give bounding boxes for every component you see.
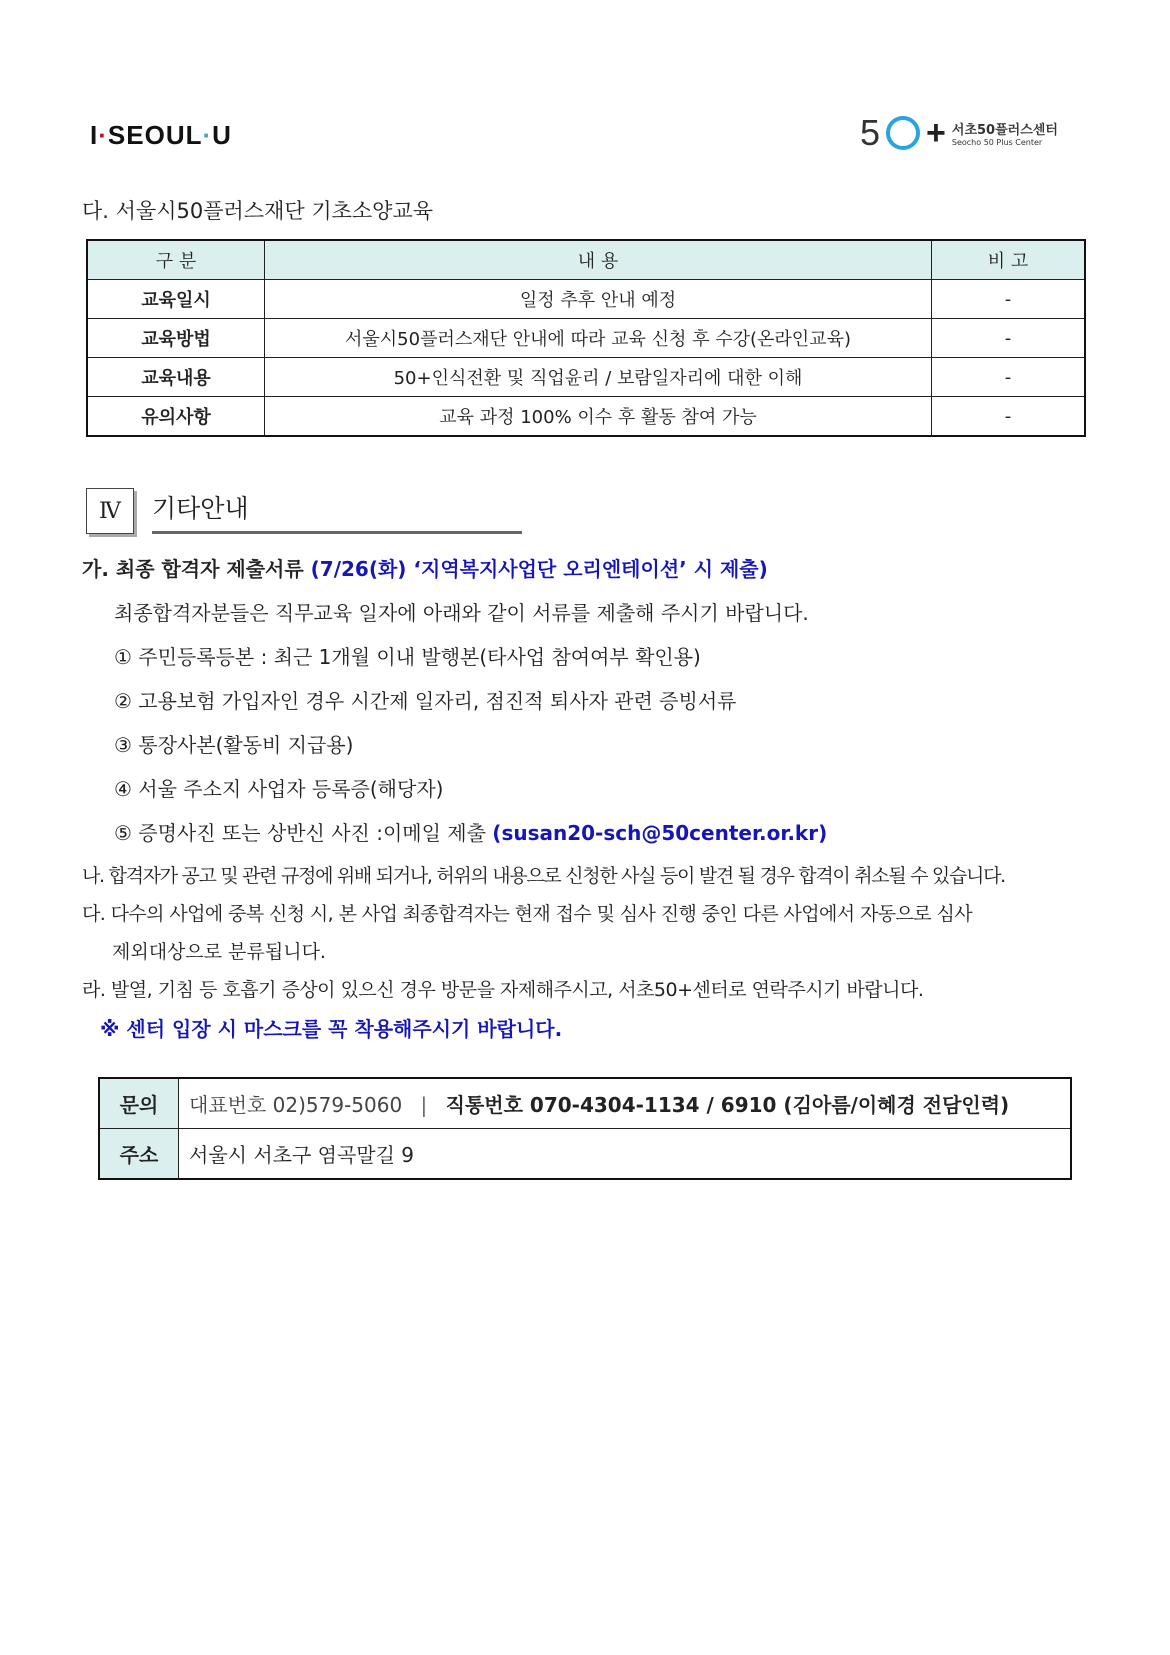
row-content: 교육 과정 100% 이수 후 활동 참여 가능 <box>265 397 932 437</box>
row-key: 유의사항 <box>87 397 265 437</box>
row-note: - <box>932 397 1086 437</box>
address-label: 주소 <box>99 1129 179 1180</box>
table-header-row <box>87 240 1085 280</box>
main-phone: 대표번호 02)579-5060 <box>189 1093 403 1117</box>
ga-title: 가. 최종 합격자 제출서류 <box>82 557 304 581</box>
row-content: 50+인식전환 및 직업윤리 / 보람일자리에 대한 이해 <box>265 358 932 397</box>
logo-korean: 서초50플러스센터 <box>951 123 1058 138</box>
seocho-50plus-logo: 5 + 서초50플러스센터 Seocho 50 Plus Center <box>860 112 1058 153</box>
logo-english: Seocho 50 Plus Center <box>951 138 1043 147</box>
row-key: 교육내용 <box>87 358 265 397</box>
ga-note: (7/26(화) ‘지역복지사업단 오리엔테이션’ 시 제출) <box>310 557 768 581</box>
list-item: ③ 통장사본(활동비 지급용) <box>114 733 354 757</box>
column-header: 비 고 <box>932 240 1086 280</box>
column-header: 구 분 <box>87 240 265 280</box>
logo-number: 5 <box>860 112 881 153</box>
row-note: - <box>932 358 1086 397</box>
column-header: 내 용 <box>265 240 932 280</box>
table-row <box>87 319 1085 358</box>
table-row <box>87 358 1085 397</box>
na-paragraph: 나. 합격자가 공고 및 관련 규정에 위배 되거나, 허위의 내용으로 신청한 사실 등이 발견 될 경우 합격이 취소될 수 있습니다. <box>82 865 1005 887</box>
da-paragraph-cont: 제외대상으로 분류됩니다. <box>112 941 326 963</box>
section-heading: 다. 서울시50플러스재단 기초소양교육 <box>82 199 434 223</box>
list-item: ① 주민등록등본 : 최근 1개월 이내 발행본(타사업 참여여부 확인용) <box>114 645 701 669</box>
row-content: 서울시50플러스재단 안내에 따라 교육 신청 후 수강(온라인교육) <box>265 319 932 358</box>
section-number: Ⅳ <box>86 488 134 534</box>
list-item <box>114 817 827 846</box>
table-row <box>87 280 1085 319</box>
ra-paragraph: 라. 발열, 기침 등 호흡기 증상이 있으신 경우 방문을 자제해주시고, 서초50+센터로 연락주시기 바랍니다. <box>82 979 924 1001</box>
direct-phone: 직통번호 070-4304-1134 / 6910 (김아름/이혜경 전담인력) <box>445 1093 1010 1117</box>
row-key: 교육방법 <box>87 319 265 358</box>
email-link[interactable]: (susan20-sch@50center.or.kr) <box>492 821 828 845</box>
table-row <box>87 397 1085 437</box>
table-row <box>99 1078 1071 1129</box>
contact-table <box>98 1077 1072 1180</box>
i-seoul-u-logo: I·SEOUL·U <box>90 120 232 150</box>
inquiry-label: 문의 <box>99 1078 179 1129</box>
ga-heading <box>82 553 768 582</box>
row-note: - <box>932 319 1086 358</box>
row-key: 교육일시 <box>87 280 265 319</box>
ring-icon <box>886 116 920 150</box>
list-item: ④ 서울 주소지 사업자 등록증(해당자) <box>114 777 444 801</box>
section-4-header <box>86 488 522 534</box>
table-row <box>99 1129 1071 1180</box>
item5-text: ⑤ 증명사진 또는 상반신 사진 :이메일 제출 <box>114 821 486 845</box>
section-title: 기타안내 <box>152 489 522 534</box>
address: 서울시 서초구 염곡말길 9 <box>179 1129 1072 1180</box>
education-table <box>86 239 1086 437</box>
ga-intro: 최종합격자분들은 직무교육 일자에 아래와 같이 서류를 제출해 주시기 바랍니다. <box>114 601 809 625</box>
mask-notice: ※ 센터 입장 시 마스크를 꼭 착용해주시기 바랍니다. <box>100 1017 563 1041</box>
da-paragraph: 다. 다수의 사업에 중복 신청 시, 본 사업 최종합격자는 현재 접수 및 심사 진행 중인 다른 사업에서 자동으로 심사 <box>82 903 972 925</box>
row-content: 일정 추후 안내 예정 <box>265 280 932 319</box>
list-item: ② 고용보험 가입자인 경우 시간제 일자리, 점진적 퇴사자 관련 증빙서류 <box>114 689 737 713</box>
separator: | <box>420 1093 428 1117</box>
row-note: - <box>932 280 1086 319</box>
